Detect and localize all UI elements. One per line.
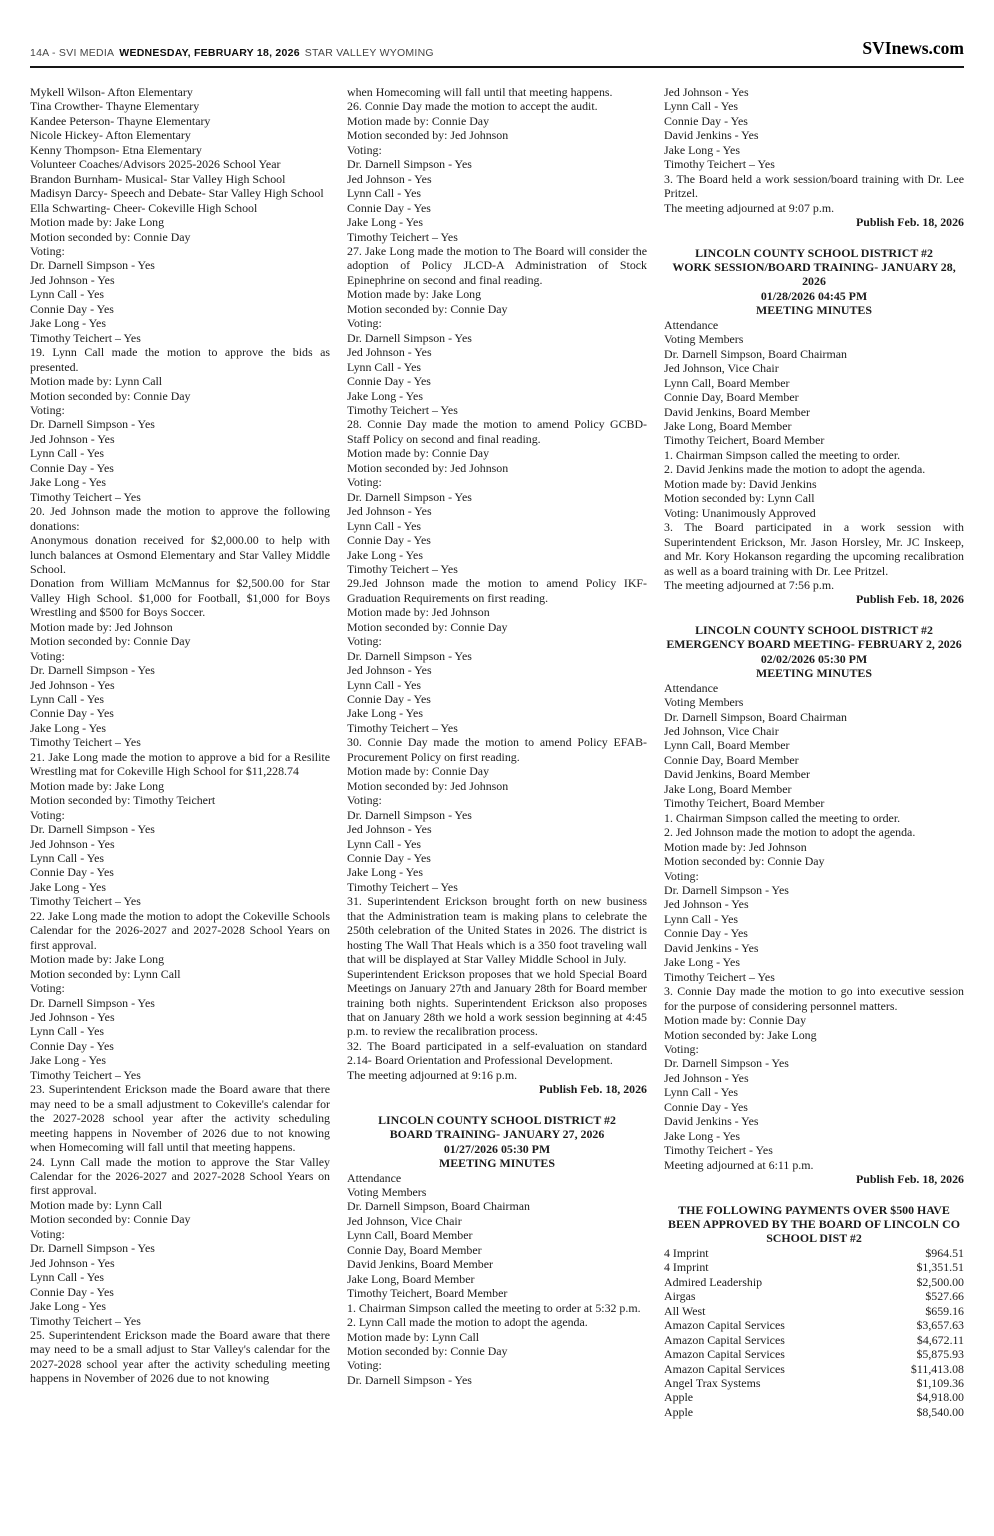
text-line: 21. Jake Long made the motion to approve a bid for a Resilite Wrestling mat for Cokeville High School for $11,228.74	[30, 749, 330, 779]
text-line: Motion seconded by: Jed Johnson	[347, 128, 509, 143]
column-2	[347, 85, 647, 1419]
text-line: Lynn Call - Yes	[347, 518, 421, 533]
text-line: Volunteer Coaches/Advisors 2025-2026 School Year	[30, 157, 281, 172]
text-line: Timothy Teichert, Board Member	[664, 433, 825, 448]
text-line: Jed Johnson - Yes	[347, 663, 432, 678]
text-line: 23. Superintendent Erickson made the Board aware that there may need to be a small adjustment to Cokeville's calendar for the 2027-2028 school year after the activity scheduling meeting happens in November of 2026 due to not knowing when Homecoming will fall until that meeting happens.	[30, 1082, 330, 1155]
text-line: David Jenkins, Board Member	[347, 1257, 493, 1272]
payee-name: Angel Trax Systems	[664, 1375, 761, 1390]
payment-row	[664, 1289, 964, 1303]
spacer	[664, 230, 964, 246]
text-line: Lynn Call - Yes	[30, 851, 104, 866]
text-line: Motion made by: Jed Johnson	[664, 839, 807, 854]
text-line: Voting:	[347, 634, 382, 649]
text-line: Dr. Darnell Simpson - Yes	[664, 1056, 789, 1071]
text-line: Connie Day - Yes	[347, 200, 431, 215]
text-line: Timothy Teichert - Yes	[664, 1143, 773, 1158]
text-line: David Jenkins, Board Member	[664, 767, 810, 782]
text-line: 22. Jake Long made the motion to adopt the Cokeville Schools Calendar for the 2026-2027 and 2027-2028 School Years on first approval.	[30, 908, 330, 952]
text-line: Superintendent Erickson proposes that we hold Special Board Meetings on January 27th and January 28th for Board member training both nights. Superintendent Erickson also proposes that on January 28th we hold a work session beginning at 4:45 p.m. to review the recalibration process.	[347, 966, 647, 1039]
section-heading: BOARD TRAINING- JANUARY 27, 2026	[389, 1127, 605, 1142]
text-line: Voting:	[347, 1358, 382, 1373]
text-line: 1. Chairman Simpson called the meeting to order at 5:32 p.m.	[347, 1300, 641, 1315]
payment-amount: $8,540.00	[916, 1404, 964, 1419]
text-line: Connie Day - Yes	[30, 301, 114, 316]
payee-name: 4 Imprint	[664, 1245, 709, 1260]
text-line: Connie Day, Board Member	[664, 390, 799, 405]
text-line: Connie Day - Yes	[30, 706, 114, 721]
text-line: The meeting adjourned at 9:07 p.m.	[664, 200, 835, 215]
text-line: Motion seconded by: Timothy Teichert	[30, 793, 216, 808]
text-line: Donation from William McMannus for $2,500.00 for Star Valley High School. $1,000 for Football, $1,000 for Boys Wrestling and $500 for Boys Soccer.	[30, 576, 330, 620]
payee-name: Amazon Capital Services	[664, 1332, 785, 1347]
text-line: Jed Johnson - Yes	[30, 1255, 115, 1270]
text-line: Timothy Teichert – Yes	[30, 894, 141, 909]
payment-amount: $964.51	[925, 1245, 964, 1260]
text-line: 24. Lynn Call made the motion to approve the Star Valley Calendar for the 2026-2027 and 2027-2028 School Years on first approval.	[30, 1154, 330, 1198]
header-left	[30, 47, 434, 59]
payment-row	[664, 1275, 964, 1289]
text-line: Dr. Darnell Simpson, Board Chairman	[347, 1199, 530, 1214]
payment-amount: $527.66	[925, 1289, 964, 1304]
payment-amount: $5,875.93	[916, 1347, 964, 1362]
publish-line: Publish Feb. 18, 2026	[855, 215, 964, 230]
text-line: Jake Long - Yes	[30, 316, 106, 331]
text-line: 25. Superintendent Erickson made the Board aware that there may need to be a small adjust to Star Valley's calendar for the 2027-2028 school year after the activity scheduling meeting happens in November of 2026 due to not knowing	[30, 1327, 330, 1386]
payment-amount: $659.16	[925, 1303, 964, 1318]
text-line: David Jenkins - Yes	[664, 1114, 759, 1129]
text-line: Connie Day, Board Member	[664, 752, 799, 767]
text-line: 1. Chairman Simpson called the meeting to order.	[664, 810, 901, 825]
text-line: Dr. Darnell Simpson - Yes	[30, 1241, 155, 1256]
text-line: Motion made by: Jed Johnson	[347, 605, 490, 620]
text-line: 31. Superintendent Erickson brought forth on new business that the Administration team is making plans to celebrate the 250th celebration of the United States in 2026. The district is hosting The Wall That Heals which is a 350 foot traveling wall that will be displayed at Star Valley Middle School in July.	[347, 894, 647, 967]
text-line: 20. Jed Johnson made the motion to approve the following donations:	[30, 504, 330, 533]
text-line: Jed Johnson - Yes	[30, 431, 115, 446]
text-line: Tina Crowther- Thayne Elementary	[30, 99, 200, 114]
text-line: Motion made by: Jake Long	[30, 215, 165, 230]
text-line: Dr. Darnell Simpson - Yes	[347, 648, 472, 663]
text-line: Jed Johnson - Yes	[30, 272, 115, 287]
section-heading: LINCOLN COUNTY SCHOOL DISTRICT #2	[378, 1112, 616, 1127]
text-line: Timothy Teichert – Yes	[347, 879, 458, 894]
payment-row	[664, 1333, 964, 1347]
text-line: Jed Johnson - Yes	[30, 836, 115, 851]
payment-amount: $1,351.51	[916, 1260, 964, 1275]
text-line: Dr. Darnell Simpson - Yes	[30, 822, 155, 837]
text-line: David Jenkins - Yes	[664, 128, 759, 143]
payment-amount: $4,918.00	[916, 1390, 964, 1405]
text-line: 26. Connie Day made the motion to accept the audit.	[347, 99, 598, 114]
text-line: Voting Members	[664, 332, 744, 347]
text-line: Dr. Darnell Simpson - Yes	[347, 1372, 472, 1387]
text-line: Motion made by: Lynn Call	[347, 1329, 480, 1344]
payment-amount: $1,109.36	[916, 1375, 964, 1390]
text-line: Lynn Call - Yes	[30, 1270, 104, 1285]
text-line: Connie Day - Yes	[347, 692, 431, 707]
text-line: Connie Day - Yes	[664, 1099, 748, 1114]
text-line: Jake Long - Yes	[347, 547, 423, 562]
text-line: Timothy Teichert – Yes	[664, 969, 775, 984]
spacer	[347, 1097, 647, 1113]
publish-line: Publish Feb. 18, 2026	[855, 592, 964, 607]
text-line: Madisyn Darcy- Speech and Debate- Star Valley High School	[30, 186, 324, 201]
text-line: Motion made by: Lynn Call	[30, 1197, 163, 1212]
spacer	[664, 607, 964, 623]
text-line: Jed Johnson - Yes	[347, 345, 432, 360]
text-line: Dr. Darnell Simpson - Yes	[347, 330, 472, 345]
text-line: Brandon Burnham- Musical- Star Valley High School	[30, 171, 286, 186]
text-line: Jake Long - Yes	[347, 215, 423, 230]
text-line: Motion made by: Connie Day	[347, 113, 490, 128]
text-line: Jake Long - Yes	[30, 720, 106, 735]
text-line: 2. David Jenkins made the motion to adopt the agenda.	[664, 462, 926, 477]
text-line: Connie Day - Yes	[347, 374, 431, 389]
text-line: Jake Long - Yes	[347, 706, 423, 721]
text-line: The meeting adjourned at 9:16 p.m.	[347, 1067, 518, 1082]
article-columns	[30, 68, 964, 1419]
text-line: Connie Day - Yes	[347, 533, 431, 548]
text-line: Motion seconded by: Jed Johnson	[347, 778, 509, 793]
text-line: Jake Long - Yes	[347, 388, 423, 403]
text-line: Timothy Teichert – Yes	[347, 402, 458, 417]
payee-name: All West	[664, 1303, 706, 1318]
column-1	[30, 85, 330, 1419]
text-line: Lynn Call - Yes	[30, 446, 104, 461]
text-line: Jake Long - Yes	[30, 475, 106, 490]
text-line: Motion seconded by: Connie Day	[30, 388, 191, 403]
text-line: Motion made by: David Jenkins	[664, 476, 817, 491]
text-line: Jake Long - Yes	[664, 1128, 740, 1143]
text-line: Jed Johnson - Yes	[664, 85, 749, 99]
text-line: 3. The Board held a work session/board training with Dr. Lee Pritzel.	[664, 171, 964, 201]
text-line: 2. Jed Johnson made the motion to adopt the agenda.	[664, 825, 916, 840]
text-line: 3. Connie Day made the motion to go into executive session for the purpose of considering personnel matters.	[664, 984, 964, 1013]
text-line: Motion seconded by: Jed Johnson	[347, 460, 509, 475]
column-3	[664, 85, 964, 1419]
text-line: 19. Lynn Call made the motion to approve the bids as presented.	[30, 345, 330, 374]
payment-amount: $3,657.63	[916, 1318, 964, 1333]
text-line: Timothy Teichert – Yes	[30, 1313, 141, 1328]
text-line: Voting:	[664, 868, 699, 883]
text-line: Connie Day - Yes	[30, 460, 114, 475]
payment-row	[664, 1246, 964, 1260]
text-line: Timothy Teichert, Board Member	[347, 1286, 508, 1301]
section-heading: MEETING MINUTES	[756, 666, 872, 681]
text-line: Kandee Peterson- Thayne Elementary	[30, 113, 211, 128]
text-line: Motion made by: Connie Day	[347, 446, 490, 461]
text-line: Lynn Call - Yes	[347, 677, 421, 692]
text-line: Connie Day - Yes	[30, 1284, 114, 1299]
text-line: Jed Johnson - Yes	[347, 822, 432, 837]
text-line: Jed Johnson, Vice Chair	[664, 361, 779, 376]
text-line: Anonymous donation received for $2,000.00 to help with lunch balances at Osmond Elementary and Star Valley Middle School.	[30, 533, 330, 576]
text-line: Ella Schwarting- Cheer- Cokeville High School	[30, 200, 258, 215]
text-line: Lynn Call - Yes	[30, 287, 104, 302]
text-line: Attendance	[664, 317, 719, 332]
header-location: STAR VALLEY WYOMING	[304, 47, 434, 59]
text-line: Motion made by: Jed Johnson	[30, 619, 173, 634]
section-heading: THE FOLLOWING PAYMENTS OVER $500 HAVE BEEN APPROVED BY THE BOARD OF LINCOLN CO SCHOOL DIST #2	[668, 1202, 960, 1246]
text-line: Timothy Teichert – Yes	[30, 330, 141, 345]
payment-row	[664, 1318, 964, 1332]
payment-row	[664, 1347, 964, 1361]
text-line: Dr. Darnell Simpson - Yes	[30, 417, 155, 432]
header-date: WEDNESDAY, FEBRUARY 18, 2026	[119, 47, 300, 59]
text-line: Meeting adjourned at 6:11 p.m.	[664, 1157, 814, 1172]
text-line: Mykell Wilson- Afton Elementary	[30, 85, 193, 99]
text-line: Dr. Darnell Simpson - Yes	[664, 883, 789, 898]
text-line: Motion seconded by: Lynn Call	[30, 966, 181, 981]
text-line: Lynn Call - Yes	[664, 911, 738, 926]
text-line: Jed Johnson - Yes	[664, 897, 749, 912]
text-line: Jed Johnson, Vice Chair	[347, 1213, 462, 1228]
text-line: 1. Chairman Simpson called the meeting to order.	[664, 447, 901, 462]
text-line: Jake Long - Yes	[664, 142, 740, 157]
payment-row	[664, 1405, 964, 1419]
text-line: Voting Members	[347, 1184, 427, 1199]
text-line: Voting:	[30, 402, 65, 417]
text-line: Voting:	[664, 1042, 699, 1056]
text-line: Voting:	[347, 316, 382, 331]
payee-name: Amazon Capital Services	[664, 1318, 785, 1333]
text-line: Nicole Hickey- Afton Elementary	[30, 128, 191, 143]
text-line: Attendance	[347, 1170, 402, 1185]
payment-row	[664, 1390, 964, 1404]
text-line: 28. Connie Day made the motion to amend Policy GCBD-Staff Policy on second and final reading.	[347, 417, 647, 446]
text-line: Motion seconded by: Connie Day	[347, 619, 508, 634]
payment-row	[664, 1362, 964, 1376]
text-line: 30. Connie Day made the motion to amend Policy EFAB-Procurement Policy on first reading.	[347, 735, 647, 764]
text-line: Lynn Call - Yes	[30, 1024, 104, 1039]
text-line: David Jenkins, Board Member	[664, 404, 810, 419]
text-line: Motion seconded by: Connie Day	[30, 229, 191, 244]
text-line: Motion made by: Connie Day	[347, 764, 490, 779]
text-line: Connie Day - Yes	[664, 926, 748, 941]
text-line: Voting: Unanimously Approved	[664, 505, 816, 520]
text-line: Jed Johnson - Yes	[347, 504, 432, 519]
section-heading: 02/02/2026 05:30 PM	[760, 651, 868, 666]
text-line: Voting:	[30, 807, 65, 822]
site-name: SVInews.com	[862, 38, 964, 58]
payee-name: Airgas	[664, 1289, 696, 1304]
payment-amount: $2,500.00	[916, 1274, 964, 1289]
publish-line: Publish Feb. 18, 2026	[855, 1172, 964, 1187]
text-line: Motion seconded by: Connie Day	[30, 1212, 191, 1227]
text-line: Motion seconded by: Connie Day	[347, 301, 508, 316]
payment-row	[664, 1376, 964, 1390]
text-line: Dr. Darnell Simpson - Yes	[347, 807, 472, 822]
text-line: Dr. Darnell Simpson - Yes	[347, 489, 472, 504]
payee-name: 4 Imprint	[664, 1260, 709, 1275]
payment-amount: $4,672.11	[916, 1332, 964, 1347]
text-line: Motion made by: Lynn Call	[30, 374, 163, 389]
text-line: Lynn Call, Board Member	[664, 375, 790, 390]
payment-amount: $11,413.08	[910, 1361, 964, 1376]
text-line: Timothy Teichert – Yes	[347, 720, 458, 735]
text-line: Voting:	[347, 475, 382, 490]
section-heading: 01/28/2026 04:45 PM	[760, 288, 868, 303]
text-line: Voting:	[30, 243, 65, 258]
text-line: Voting:	[30, 1226, 65, 1241]
text-line: Voting:	[30, 648, 65, 663]
text-line: Connie Day, Board Member	[347, 1242, 482, 1257]
text-line: Voting Members	[664, 695, 744, 710]
text-line: Lynn Call - Yes	[347, 186, 421, 201]
text-line: Dr. Darnell Simpson - Yes	[347, 157, 472, 172]
spacer	[664, 1187, 964, 1203]
text-line: The meeting adjourned at 7:56 p.m.	[664, 577, 835, 592]
text-line: Motion made by: Jake Long	[347, 287, 482, 302]
text-line: Jake Long, Board Member	[664, 418, 792, 433]
text-line: Motion seconded by: Connie Day	[347, 1343, 508, 1358]
section-heading: WORK SESSION/BOARD TRAINING- JANUARY 28, 2026	[672, 259, 956, 289]
text-line: 27. Jake Long made the motion to The Board will consider the adoption of Policy JLCD-A Administration of Stock Epinephrine on second and final reading.	[347, 243, 647, 287]
page-edition: 14A - SVI MEDIA	[30, 47, 115, 59]
text-line: 29.Jed Johnson made the motion to amend Policy IKF-Graduation Requirements on first reading.	[347, 576, 647, 605]
text-line: 32. The Board participated in a self-evaluation on standard 2.14- Board Orientation and Professional Development.	[347, 1038, 647, 1068]
text-line: Motion seconded by: Jake Long	[664, 1027, 817, 1042]
section-heading: MEETING MINUTES	[439, 1156, 555, 1171]
text-line: 2. Lynn Call made the motion to adopt the agenda.	[347, 1315, 588, 1330]
text-line: Dr. Darnell Simpson - Yes	[30, 258, 155, 273]
text-line: when Homecoming will fall until that meeting happens.	[347, 85, 613, 99]
text-line: Connie Day - Yes	[30, 1038, 114, 1053]
text-line: Timothy Teichert – Yes	[347, 561, 458, 576]
text-line: Jake Long - Yes	[30, 879, 106, 894]
text-line: Jed Johnson - Yes	[664, 1070, 749, 1085]
payee-name: Apple	[664, 1404, 694, 1419]
text-line: Jed Johnson, Vice Chair	[664, 724, 779, 739]
section-heading: LINCOLN COUNTY SCHOOL DISTRICT #2	[695, 245, 933, 260]
text-line: Timothy Teichert, Board Member	[664, 796, 825, 811]
text-line: Motion seconded by: Connie Day	[664, 854, 825, 869]
text-line: Jed Johnson - Yes	[347, 171, 432, 186]
text-line: Dr. Darnell Simpson - Yes	[30, 995, 155, 1010]
page-header	[30, 0, 964, 66]
text-line: Jake Long - Yes	[347, 865, 423, 880]
payee-name: Amazon Capital Services	[664, 1347, 785, 1362]
text-line: Jed Johnson - Yes	[30, 677, 115, 692]
text-line: Lynn Call - Yes	[347, 836, 421, 851]
text-line: Jake Long, Board Member	[347, 1271, 475, 1286]
section-heading: MEETING MINUTES	[756, 303, 872, 318]
text-line: David Jenkins - Yes	[664, 940, 759, 955]
text-line: Kenny Thompson- Etna Elementary	[30, 142, 202, 157]
text-line: Jed Johnson - Yes	[30, 1010, 115, 1024]
section-heading: LINCOLN COUNTY SCHOOL DISTRICT #2	[695, 622, 933, 637]
text-line: Attendance	[664, 680, 719, 695]
text-line: Lynn Call, Board Member	[347, 1228, 473, 1243]
text-line: Lynn Call - Yes	[664, 1085, 738, 1100]
text-line: Dr. Darnell Simpson - Yes	[30, 663, 155, 678]
publish-line: Publish Feb. 18, 2026	[538, 1082, 647, 1097]
payment-row	[664, 1260, 964, 1274]
text-line: Jake Long - Yes	[664, 955, 740, 970]
text-line: Jake Long - Yes	[30, 1053, 106, 1068]
section-heading: 01/27/2026 05:30 PM	[443, 1141, 551, 1156]
text-line: Jake Long - Yes	[30, 1299, 106, 1314]
text-line: Motion made by: Jake Long	[30, 778, 165, 793]
text-line: Connie Day - Yes	[347, 851, 431, 866]
text-line: Lynn Call, Board Member	[664, 738, 790, 753]
text-line: Timothy Teichert – Yes	[664, 157, 775, 172]
text-line: Timothy Teichert – Yes	[347, 229, 458, 244]
text-line: Dr. Darnell Simpson, Board Chairman	[664, 346, 847, 361]
section-heading: EMERGENCY BOARD MEETING- FEBRUARY 2, 2026	[666, 637, 962, 652]
payee-name: Admired Leadership	[664, 1274, 763, 1289]
text-line: 3. The Board participated in a work session with Superintendent Erickson, Mr. Jason Horsley, Mr. JC Inskeep, and Mr. Kory Hokanson regarding the upcoming recalibration as well as a board training with Dr. Lee Pritzel.	[664, 520, 964, 578]
text-line: Timothy Teichert – Yes	[30, 1067, 141, 1082]
payee-name: Amazon Capital Services	[664, 1361, 785, 1376]
text-line: Motion made by: Jake Long	[30, 952, 165, 967]
text-line: Jake Long, Board Member	[664, 781, 792, 796]
text-line: Dr. Darnell Simpson, Board Chairman	[664, 709, 847, 724]
text-line: Timothy Teichert – Yes	[30, 489, 141, 504]
text-line: Lynn Call - Yes	[30, 692, 104, 707]
text-line: Voting:	[347, 142, 382, 157]
payment-row	[664, 1304, 964, 1318]
text-line: Lynn Call - Yes	[347, 359, 421, 374]
text-line: Motion seconded by: Connie Day	[30, 634, 191, 649]
text-line: Motion seconded by: Lynn Call	[664, 491, 815, 506]
text-line: Motion made by: Connie Day	[664, 1013, 807, 1028]
text-line: Lynn Call - Yes	[664, 99, 738, 114]
text-line: Voting:	[30, 981, 65, 996]
text-line: Timothy Teichert – Yes	[30, 735, 141, 750]
payee-name: Apple	[664, 1390, 694, 1405]
text-line: Connie Day - Yes	[30, 865, 114, 880]
text-line: Connie Day - Yes	[664, 113, 748, 128]
text-line: Voting:	[347, 793, 382, 808]
